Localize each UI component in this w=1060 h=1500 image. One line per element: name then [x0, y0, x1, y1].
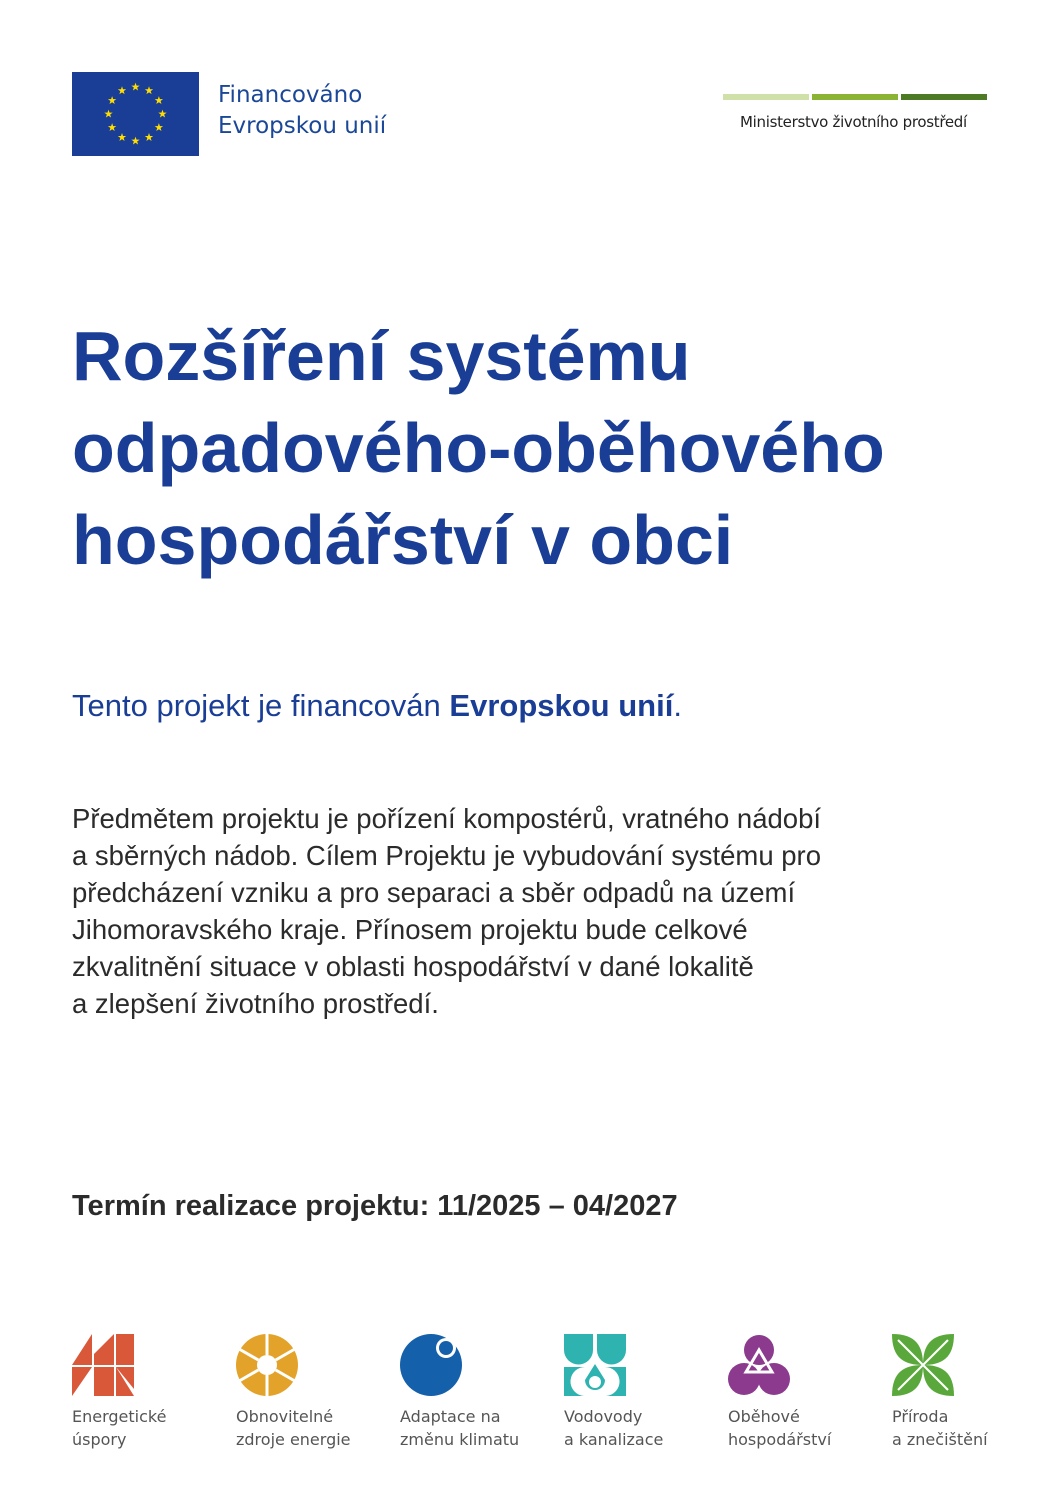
title-line: hospodářství v obci: [72, 501, 734, 579]
ministry-bar-light: [723, 94, 809, 100]
eu-star-icon: [108, 96, 116, 104]
title-line: odpadového-oběhového: [72, 409, 885, 487]
energy-savings-icon: [72, 1334, 134, 1396]
ministry-bar-mid: [812, 94, 898, 100]
nature-pollution-icon: [892, 1334, 954, 1396]
category-label-line2: hospodářství: [728, 1430, 832, 1449]
ministry-logo-bars: [723, 94, 987, 100]
water-sewerage-icon: [564, 1334, 626, 1396]
category-label: [72, 1405, 212, 1451]
eu-funding-logo-text: [218, 80, 386, 142]
category-circular-economy: [728, 1334, 868, 1451]
circular-economy-icon: [728, 1334, 790, 1396]
description-line: předcházení vzniku a pro separaci a sběr odpadů na území: [72, 877, 796, 908]
eu-star-icon: [145, 86, 153, 94]
funding-suffix: .: [673, 688, 682, 723]
category-label-line2: úspory: [72, 1430, 127, 1449]
eu-logo-line1: Financováno: [218, 82, 363, 108]
category-label-line1: Oběhové: [728, 1407, 800, 1426]
eu-star-icon: [131, 83, 139, 91]
description-line: a zlepšení životního prostředí.: [72, 988, 439, 1019]
category-nature-pollution: [892, 1334, 1032, 1451]
ministry-logo-text: Ministerstvo životního prostředí: [740, 113, 967, 131]
eu-star-icon: [155, 96, 163, 104]
climate-adaptation-icon: [400, 1334, 462, 1396]
category-label-line2: změnu klimatu: [400, 1430, 520, 1449]
category-label-line1: Vodovody: [564, 1407, 643, 1426]
category-label: [564, 1405, 704, 1451]
category-label-line1: Adaptace na: [400, 1407, 501, 1426]
title-line: Rozšíření systému: [72, 317, 691, 395]
category-label-line1: Energetické: [72, 1407, 167, 1426]
category-energy-savings: [72, 1334, 212, 1451]
eu-star-icon: [118, 133, 126, 141]
eu-star-icon: [158, 110, 166, 118]
category-label-line2: a kanalizace: [564, 1430, 664, 1449]
funding-prefix: Tento projekt je financován: [72, 688, 450, 723]
eu-star-icon: [108, 123, 116, 131]
description-line: zkvalitnění situace v oblasti hospodářství v dané lokalitě: [72, 951, 754, 982]
description-line: Jihomoravského kraje. Přínosem projektu bude celkové: [72, 914, 748, 945]
category-label-line2: zdroje energie: [236, 1430, 351, 1449]
funding-statement: [72, 688, 682, 724]
eu-star-icon: [155, 123, 163, 131]
ministry-bar-dark: [901, 94, 987, 100]
eu-star-icon: [131, 137, 139, 145]
category-label: [728, 1405, 868, 1451]
project-term: Termín realizace projektu: 11/2025 – 04/2027: [72, 1190, 678, 1222]
category-label: [892, 1405, 1032, 1451]
category-label: [236, 1405, 376, 1451]
project-description: [72, 800, 972, 1022]
eu-flag-icon: [72, 72, 199, 156]
renewable-energy-icon: [236, 1334, 298, 1396]
description-line: Předmětem projektu je pořízení kompostérů, vratného nádobí: [72, 803, 822, 834]
eu-star-icon: [118, 86, 126, 94]
category-label-line1: Příroda: [892, 1407, 949, 1426]
category-label-line2: a znečištění: [892, 1430, 988, 1449]
category-climate-adaptation: [400, 1334, 540, 1451]
category-label-line1: Obnovitelné: [236, 1407, 334, 1426]
category-water-sewerage: [564, 1334, 704, 1451]
eu-star-icon: [145, 133, 153, 141]
eu-star-icon: [104, 110, 112, 118]
funding-eu-bold: Evropskou unií: [449, 688, 674, 723]
eu-logo-line2: Evropskou unií: [218, 113, 387, 139]
category-renewable-energy: [236, 1334, 376, 1451]
page-title: [72, 310, 1032, 586]
description-line: a sběrných nádob. Cílem Projektu je vybudování systému pro: [72, 840, 821, 871]
category-label: [400, 1405, 540, 1451]
